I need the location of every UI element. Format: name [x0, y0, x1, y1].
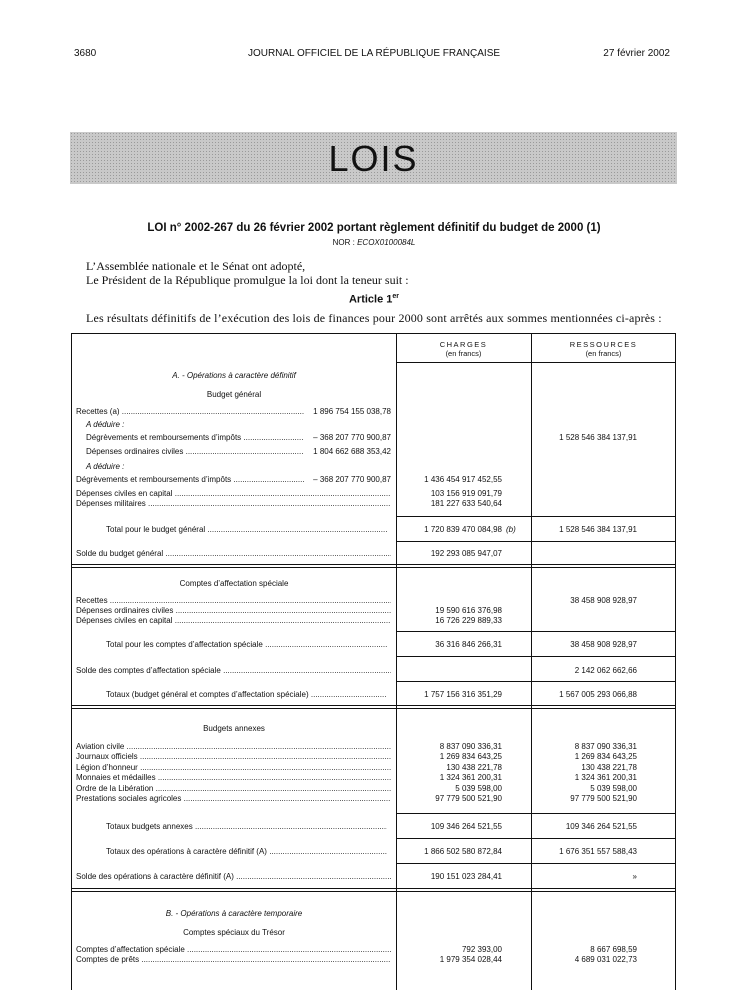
- col-ressources-title: RESSOURCES: [569, 340, 638, 349]
- row-ressources: 38 458 908 928,97: [570, 640, 637, 649]
- results-table: [71, 333, 676, 990]
- rule: [396, 631, 675, 632]
- rule: [396, 516, 675, 517]
- row-ressources: 8 667 698,59: [590, 945, 637, 954]
- banner-title: LOIS: [328, 138, 419, 179]
- row-ressources: 1 567 005 293 066,88: [559, 690, 637, 699]
- row-ressources: 38 458 908 928,97: [570, 596, 637, 605]
- nor-code: ECOX0100084L: [357, 238, 416, 247]
- law-title: LOI n° 2002-267 du 26 février 2002 portant règlement définitif du budget de 2000 (1): [147, 222, 601, 234]
- rule: [396, 838, 675, 839]
- row-label: Solde du budget général .....: [76, 549, 391, 558]
- row-label: Légion d’honneur .....: [76, 763, 391, 772]
- budget-general-heading: Budget général: [206, 390, 262, 399]
- row-charges: 103 156 919 091,79: [430, 489, 502, 498]
- row-sub-value: 1 804 662 688 353,42: [313, 447, 391, 456]
- row-label: Dépenses ordinaires civiles .....: [86, 447, 304, 456]
- row-sub-value: – 368 207 770 900,87: [313, 433, 391, 442]
- row-charges: 97 779 500 521,90: [435, 794, 502, 803]
- section-banner: [70, 132, 677, 184]
- row-sub-value: – 368 207 770 900,87: [313, 475, 391, 484]
- section-b-heading: B. - Opérations à caractère temporaire: [165, 909, 303, 918]
- row-charges: 8 837 090 336,31: [439, 742, 502, 751]
- row-charges: 792 393,00: [461, 945, 502, 954]
- row-ressources: 1 676 351 557 588,43: [559, 847, 637, 856]
- row-charges: 19 590 616 376,98: [435, 606, 502, 615]
- rule: [396, 656, 675, 657]
- row-ressources: 4 689 031 022,73: [574, 955, 637, 964]
- row-charges: 1 979 354 028,44: [439, 955, 502, 964]
- row-charges: 1 757 156 316 351,29: [424, 690, 502, 699]
- col-ressources-header: [531, 340, 676, 358]
- article-title-sup: er: [392, 293, 400, 300]
- row-charges: 16 726 229 889,33: [435, 616, 502, 625]
- note-b: (b): [506, 525, 516, 534]
- rule: [396, 863, 675, 864]
- row-charges: 1 324 361 200,31: [439, 773, 502, 783]
- row-label: Dépenses militaires .....: [76, 499, 391, 508]
- cst-heading: Comptes spéciaux du Trésor: [183, 928, 285, 937]
- row-charges: 5 039 598,00: [455, 783, 502, 793]
- row-ressources: »: [632, 872, 637, 881]
- row-ressources: 130 438 221,78: [581, 762, 637, 772]
- row-ressources: 8 837 090 336,31: [574, 742, 637, 751]
- row-charges: 109 346 264 521,55: [430, 822, 502, 831]
- row-label: Prestations sociales agricoles .....: [76, 794, 391, 803]
- row-label: Totaux des opérations à caractère définitif (A) .....: [106, 847, 387, 856]
- row-label: Dépenses ordinaires civiles .....: [76, 606, 391, 615]
- row-ressources: 1 324 361 200,31: [574, 773, 637, 783]
- row-label: Dépenses civiles en capital .....: [76, 489, 391, 498]
- row-charges: 190 151 023 284,41: [430, 872, 502, 881]
- row-label: Ordre de la Libération .....: [76, 784, 391, 793]
- row-label: Total pour les comptes d’affectation spéciale .....: [106, 640, 387, 649]
- row-label: Solde des opérations à caractère définitif (A) .....: [76, 872, 391, 881]
- rule: [72, 567, 675, 568]
- rule: [72, 891, 675, 892]
- article-title-text: Article 1: [348, 293, 393, 306]
- row-charges: 192 293 085 947,07: [430, 549, 502, 558]
- row-label: Total pour le budget général .....: [106, 525, 387, 534]
- row-label: Aviation civile .....: [76, 742, 391, 751]
- row-label: Recettes (a) .....: [76, 407, 304, 416]
- row-label: Totaux (budget général et comptes d’affectation spéciale) .....: [106, 690, 387, 699]
- rule: [72, 888, 675, 889]
- preamble-line-2: Le Président de la République promulgue la loi dont la teneur suit :: [86, 273, 409, 287]
- rule: [396, 541, 675, 542]
- ba-heading: Budgets annexes: [203, 724, 265, 733]
- nor-reference: [0, 238, 748, 247]
- a-deduire-label: A déduire :: [86, 420, 125, 429]
- row-ressources: 1 528 546 384 137,91: [559, 433, 637, 442]
- col-charges-header: [396, 340, 531, 358]
- rule: [396, 813, 675, 814]
- row-ressources: 97 779 500 521,90: [570, 794, 637, 803]
- row-label: Dépenses civiles en capital .....: [76, 616, 391, 625]
- row-label: Comptes d’affectation spéciale .....: [76, 945, 391, 954]
- row-charges: 1 269 834 643,25: [439, 752, 502, 762]
- row-label: Monnaies et médailles .....: [76, 773, 391, 782]
- col-charges-unit: (en francs): [445, 349, 482, 358]
- cas-heading: Comptes d’affectation spéciale: [179, 579, 289, 588]
- row-label: Dégrèvements et remboursements d’impôts .....: [76, 475, 304, 484]
- row-ressources: 1 269 834 643,25: [574, 752, 637, 762]
- col-ressources-unit: (en francs): [585, 349, 622, 358]
- row-label: Recettes .....: [76, 596, 391, 605]
- page-number: 3680: [74, 48, 97, 59]
- row-sub-value: 1 896 754 155 038,78: [313, 407, 391, 416]
- header-rule: [396, 362, 675, 363]
- row-label: Comptes de prêts .....: [76, 955, 391, 964]
- header-date: 27 février 2002: [603, 48, 670, 59]
- row-label: Dégrèvements et remboursements d’impôts .....: [86, 433, 304, 442]
- row-ressources: 5 039 598,00: [590, 783, 637, 793]
- row-charges: 1 436 454 917 452,55: [424, 475, 502, 484]
- rule: [72, 708, 675, 709]
- row-ressources: 2 142 062 662,66: [574, 666, 637, 675]
- journal-title: JOURNAL OFFICIEL DE LA RÉPUBLIQUE FRANÇAISE: [247, 48, 501, 59]
- rule: [72, 705, 675, 706]
- row-ressources: 109 346 264 521,55: [565, 822, 637, 831]
- article-intro: Les résultats définitifs de l’exécution des lois de finances pour 2000 sont arrêtés aux sommes mentionnées ci-après :: [86, 311, 662, 325]
- rule: [72, 564, 675, 565]
- section-a-heading: A. - Opérations à caractère définitif: [172, 371, 296, 380]
- article-title: [0, 293, 748, 306]
- nor-label: NOR :: [332, 238, 355, 247]
- row-charges: 1 720 839 470 084,98: [424, 525, 502, 534]
- row-charges: 1 866 502 580 872,84: [424, 847, 502, 856]
- col-charges-title: CHARGES: [439, 340, 488, 349]
- row-label: Solde des comptes d’affectation spéciale .....: [76, 666, 391, 675]
- row-ressources: 1 528 546 384 137,91: [559, 525, 637, 534]
- preamble-line-1: L’Assemblée nationale et le Sénat ont adopté,: [86, 259, 306, 273]
- rule: [396, 681, 675, 682]
- row-charges: 181 227 633 540,64: [430, 499, 502, 508]
- a-deduire-label: A déduire :: [86, 462, 125, 471]
- row-charges: 130 438 221,78: [446, 762, 502, 772]
- row-label: Totaux budgets annexes .....: [106, 822, 387, 831]
- row-label: Journaux officiels .....: [76, 752, 391, 761]
- row-charges: 36 316 846 266,31: [435, 640, 502, 649]
